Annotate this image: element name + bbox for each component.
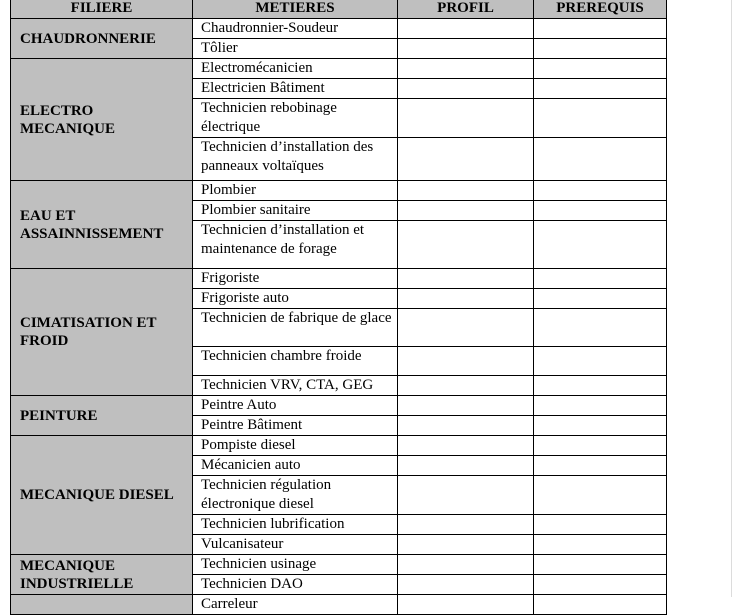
table-row: [11, 396, 667, 416]
prerequis-cell[interactable]: [534, 595, 667, 615]
prerequis-cell[interactable]: [534, 376, 667, 396]
prerequis-cell[interactable]: [534, 99, 667, 138]
prerequis-cell[interactable]: [534, 59, 667, 79]
prerequis-cell[interactable]: [534, 39, 667, 59]
metier-cell: Chaudronnier-Soudeur: [193, 19, 398, 39]
prerequis-cell[interactable]: [534, 19, 667, 39]
metier-cell: Technicien lubrification: [193, 515, 398, 535]
prerequis-cell[interactable]: [534, 269, 667, 289]
profil-cell[interactable]: [398, 269, 534, 289]
prerequis-cell[interactable]: [534, 347, 667, 376]
metier-cell: Vulcanisateur: [193, 535, 398, 555]
prerequis-cell[interactable]: [534, 138, 667, 181]
filiere-cell: ELECTRO MECANIQUE: [11, 59, 193, 181]
prerequis-cell[interactable]: [534, 221, 667, 269]
profil-cell[interactable]: [398, 595, 534, 615]
table-row: [11, 555, 667, 575]
filiere-cell: PEINTURE: [11, 396, 193, 436]
metier-cell: Frigoriste auto: [193, 289, 398, 309]
table-body: [11, 19, 667, 615]
header-metiers: METIERES: [193, 0, 398, 19]
metier-cell: Technicien de fabrique de glace: [193, 309, 398, 347]
profil-cell[interactable]: [398, 39, 534, 59]
table-row: [11, 595, 667, 615]
profil-cell[interactable]: [398, 19, 534, 39]
profil-cell[interactable]: [398, 575, 534, 595]
filieres-table: [10, 0, 667, 615]
metier-cell: Electromécanicien: [193, 59, 398, 79]
table-row: [11, 19, 667, 39]
metier-cell: Technicien régulation électronique diesel: [193, 476, 398, 515]
prerequis-cell[interactable]: [534, 201, 667, 221]
metier-cell: Carreleur: [193, 595, 398, 615]
profil-cell[interactable]: [398, 99, 534, 138]
metier-cell: Technicien d’installation et maintenance de forage: [193, 221, 398, 269]
profil-cell[interactable]: [398, 79, 534, 99]
metier-cell: Electricien Bâtiment: [193, 79, 398, 99]
metier-cell: Technicien usinage: [193, 555, 398, 575]
profil-cell[interactable]: [398, 138, 534, 181]
header-row: [11, 0, 667, 19]
profil-cell[interactable]: [398, 515, 534, 535]
prerequis-cell[interactable]: [534, 396, 667, 416]
prerequis-cell[interactable]: [534, 456, 667, 476]
prerequis-cell[interactable]: [534, 289, 667, 309]
metier-cell: Technicien VRV, CTA, GEG: [193, 376, 398, 396]
metier-cell: Pompiste diesel: [193, 436, 398, 456]
table-row: [11, 436, 667, 456]
metier-cell: Technicien d’installation des panneaux voltaïques: [193, 138, 398, 181]
profil-cell[interactable]: [398, 555, 534, 575]
prerequis-cell[interactable]: [534, 436, 667, 456]
profil-cell[interactable]: [398, 201, 534, 221]
filiere-cell: CHAUDRONNERIE: [11, 19, 193, 59]
filiere-cell: MECANIQUE INDUSTRIELLE: [11, 555, 193, 595]
header-profil: PROFIL: [398, 0, 534, 19]
prerequis-cell[interactable]: [534, 575, 667, 595]
prerequis-cell[interactable]: [534, 535, 667, 555]
prerequis-cell[interactable]: [534, 79, 667, 99]
filiere-cell: CIMATISATION ET FROID: [11, 269, 193, 396]
profil-cell[interactable]: [398, 456, 534, 476]
header-prerequis: PREREQUIS: [534, 0, 667, 19]
profil-cell[interactable]: [398, 396, 534, 416]
metier-cell: Technicien rebobinage électrique: [193, 99, 398, 138]
prerequis-cell[interactable]: [534, 309, 667, 347]
profil-cell[interactable]: [398, 347, 534, 376]
profil-cell[interactable]: [398, 181, 534, 201]
profil-cell[interactable]: [398, 289, 534, 309]
metier-cell: Technicien DAO: [193, 575, 398, 595]
prerequis-cell[interactable]: [534, 555, 667, 575]
metier-cell: Plombier: [193, 181, 398, 201]
table-row: [11, 59, 667, 79]
prerequis-cell[interactable]: [534, 515, 667, 535]
metier-cell: Technicien chambre froide: [193, 347, 398, 376]
metier-cell: Mécanicien auto: [193, 456, 398, 476]
filiere-cell: [11, 595, 193, 615]
profil-cell[interactable]: [398, 376, 534, 396]
metier-cell: Frigoriste: [193, 269, 398, 289]
metier-cell: Plombier sanitaire: [193, 201, 398, 221]
prerequis-cell[interactable]: [534, 476, 667, 515]
prerequis-cell[interactable]: [534, 181, 667, 201]
profil-cell[interactable]: [398, 309, 534, 347]
metier-cell: Peintre Bâtiment: [193, 416, 398, 436]
filiere-cell: EAU ET ASSAINNISSEMENT: [11, 181, 193, 269]
metier-cell: Tôlier: [193, 39, 398, 59]
prerequis-cell[interactable]: [534, 416, 667, 436]
filiere-cell: MECANIQUE DIESEL: [11, 436, 193, 555]
metier-cell: Peintre Auto: [193, 396, 398, 416]
table-row: [11, 269, 667, 289]
profil-cell[interactable]: [398, 221, 534, 269]
profil-cell[interactable]: [398, 59, 534, 79]
profil-cell[interactable]: [398, 535, 534, 555]
header-filiere: FILIERE: [11, 0, 193, 19]
profil-cell[interactable]: [398, 476, 534, 515]
table-row: [11, 181, 667, 201]
profil-cell[interactable]: [398, 436, 534, 456]
profil-cell[interactable]: [398, 416, 534, 436]
